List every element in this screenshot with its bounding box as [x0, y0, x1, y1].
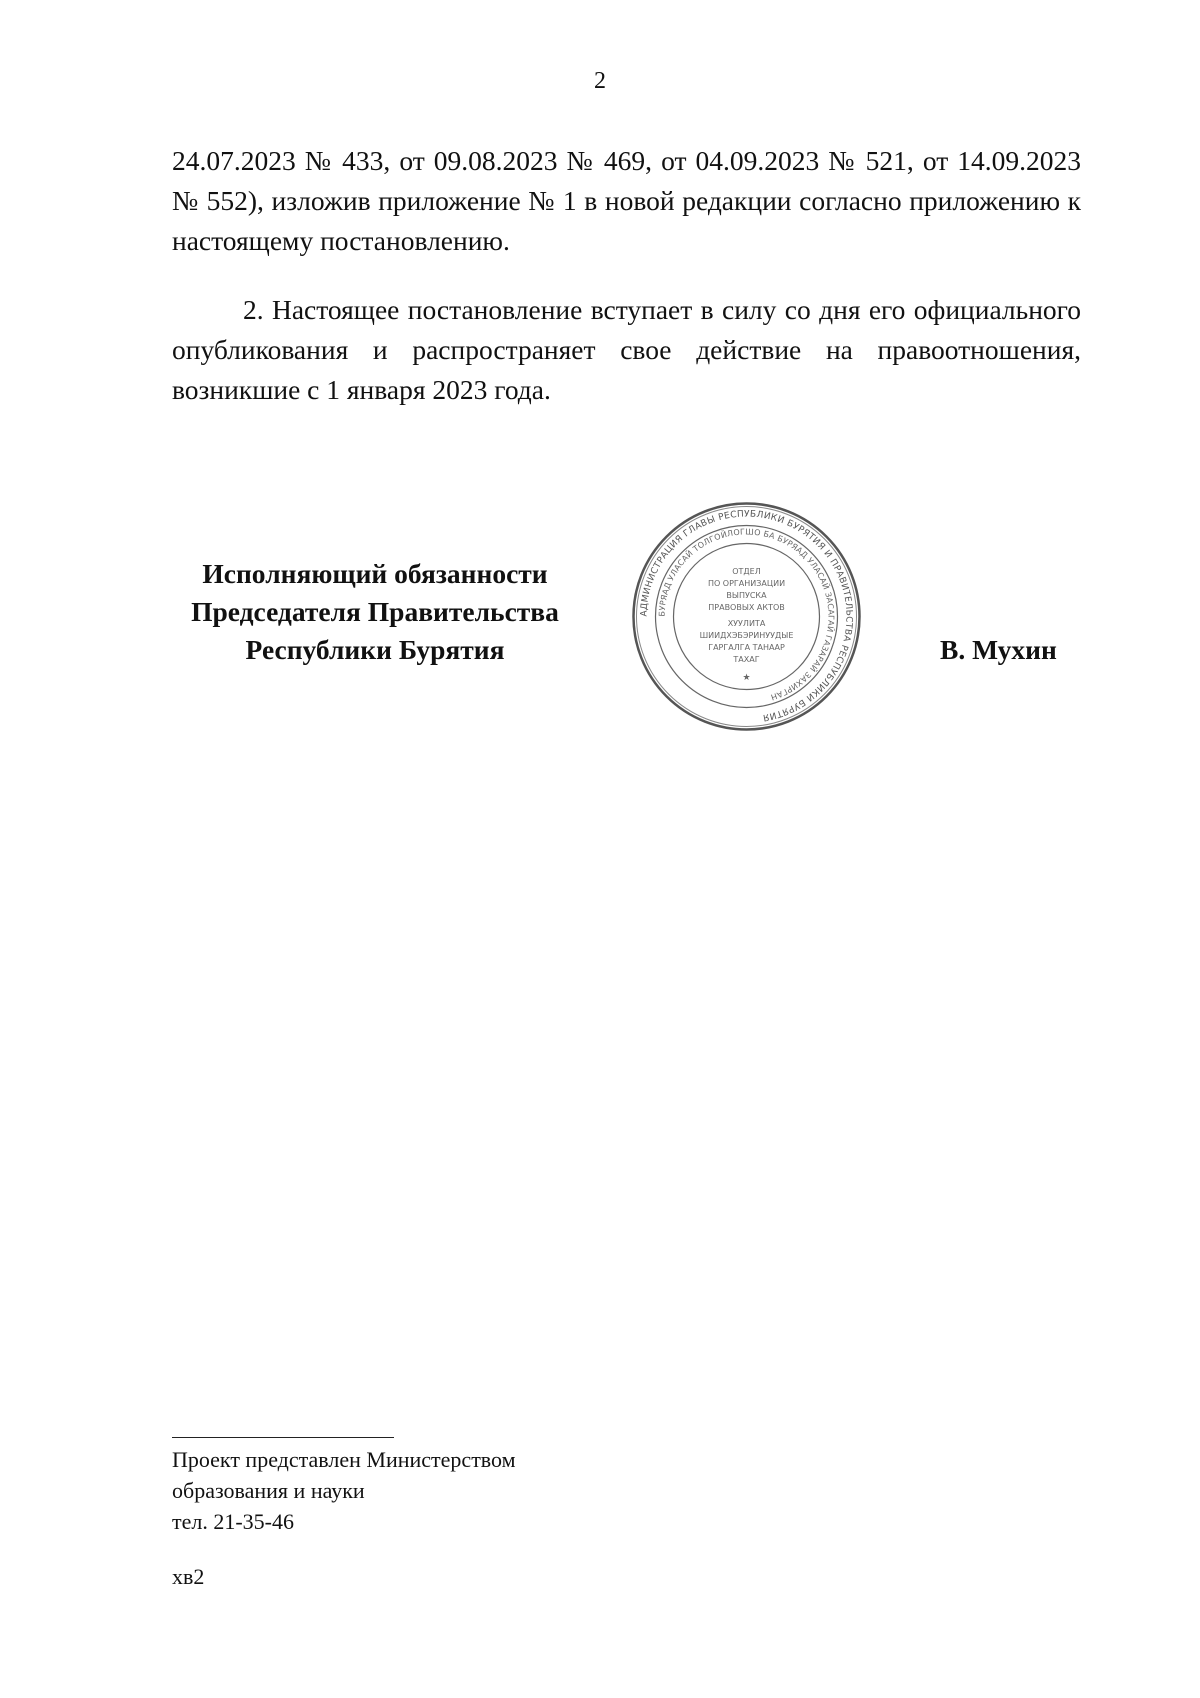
- seal-center-line: ШИИДХЭБЭРИНУУДЫЕ: [699, 631, 794, 640]
- seal-center-line: ВЫПУСКА: [726, 591, 767, 600]
- seal-center-line: ТАХАГ: [733, 655, 760, 664]
- seal-outer-text: АДМИНИСТРАЦИЯ ГЛАВЫ РЕСПУБЛИКИ БУРЯТИЯ И ПРАВИТЕЛЬСТВА РЕСПУБЛИКИ БУРЯТИЯ: [639, 509, 854, 723]
- seal-center-line: ПРАВОВЫХ АКТОВ: [708, 603, 785, 612]
- official-seal: [630, 500, 863, 733]
- signer-title-line: Республики Бурятия: [245, 634, 505, 665]
- footnote-line: Проект представлен Министерством: [172, 1447, 516, 1472]
- seal-star-icon: ★: [742, 673, 751, 683]
- seal-center-line: ХУУЛИТА: [727, 619, 766, 628]
- document-code: хв2: [172, 1564, 205, 1589]
- footnote-line: тел. 21-35-46: [172, 1509, 295, 1534]
- footnote-divider: [172, 1437, 394, 1438]
- page-number: 2: [594, 68, 606, 94]
- footnote: [172, 1444, 516, 1537]
- signer-name: В. Мухин: [940, 634, 1057, 665]
- footnote-line: образования и науки: [172, 1478, 365, 1503]
- seal-center-line: ОТДЕЛ: [732, 567, 761, 576]
- seal-center-line: ГАРГАЛГА ТАНААР: [708, 643, 785, 652]
- signer-title-line: Председателя Правительства: [191, 596, 559, 627]
- paragraph-amendments: 24.07.2023 № 433, от 09.08.2023 № 469, от 04.09.2023 № 521, от 14.09.2023 № 552), изложив приложение № 1 в новой редакции согласно приложению к настоящему постановлению.: [172, 145, 1081, 256]
- paragraph-entry-into-force: 2. Настоящее постановление вступает в силу со дня его официального опубликования и распространяет свое действие на правоотношения, возникшие с 1 января 2023 года.: [172, 294, 1081, 405]
- signer-title-line: Исполняющий обязанности: [202, 558, 548, 589]
- signer-title: [160, 555, 590, 669]
- seal-inner-text: БУРЯАД УЛАСАЙ ТОЛГОЙЛОГШО БА БУРЯАД УЛАСАЙ ЗАСАГАЙ ГАЗАРАЙ ЗАХИРГАН: [657, 527, 836, 702]
- svg-text:АДМИНИСТРАЦИЯ ГЛАВЫ РЕСПУБЛИКИ: [639, 509, 853, 722]
- seal-center-line: ПО ОРГАНИЗАЦИИ: [707, 579, 786, 588]
